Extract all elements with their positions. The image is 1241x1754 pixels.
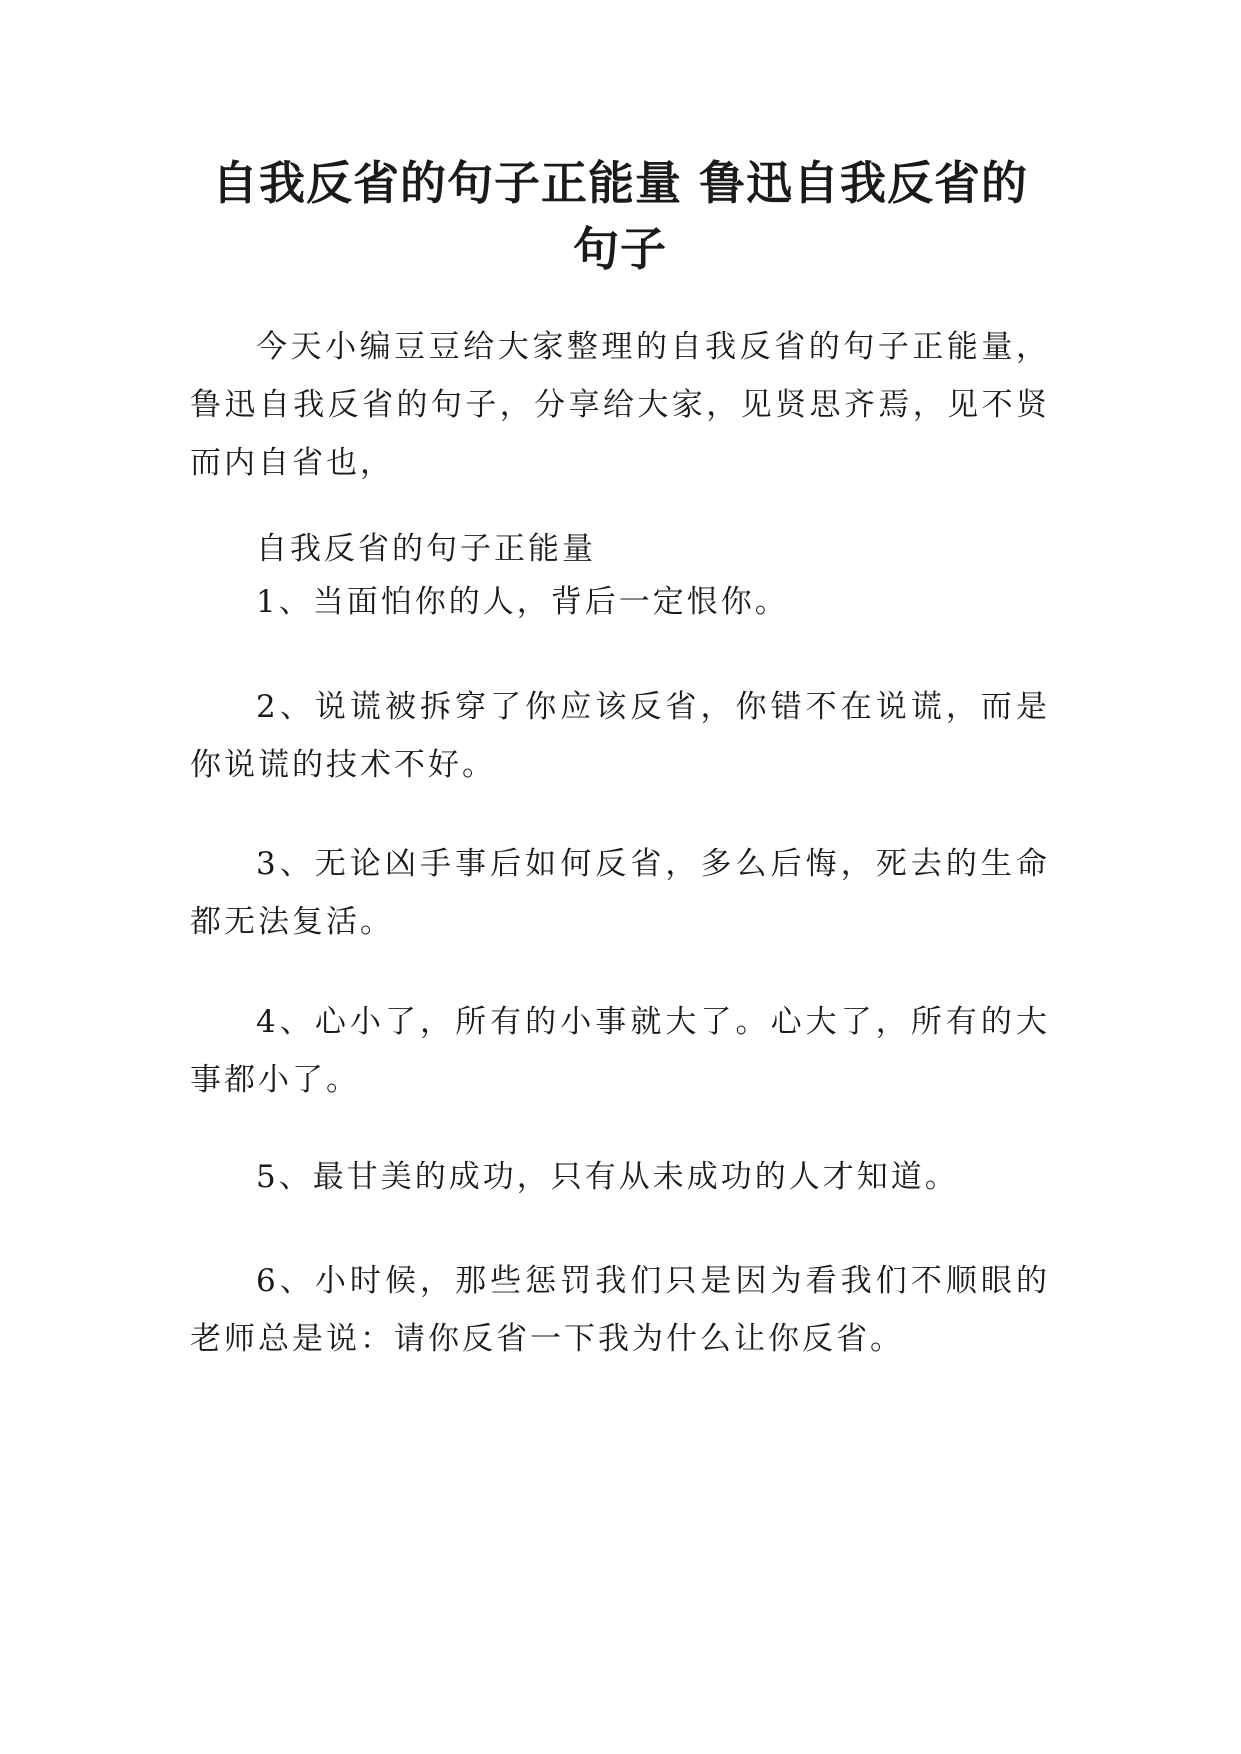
list-item: 1、当面怕你的人，背后一定恨你。 [256, 584, 789, 620]
list-item: 4、心小了，所有的小事就大了。心大了，所有的大事都小了。 [190, 1004, 1050, 1098]
list-item: 6、小时候，那些惩罚我们只是因为看我们不顺眼的老师总是说：请你反省一下我为什么让你反省。 [190, 1263, 1050, 1357]
document-title: 自我反省的句子正能量 鲁迅自我反省的句子 [211, 156, 1028, 276]
list-item: 2、说谎被拆穿了你应该反省，你错不在说谎，而是你说谎的技术不好。 [190, 689, 1050, 783]
section-heading: 自我反省的句子正能量 [256, 531, 596, 567]
list-item: 5、最甘美的成功，只有从未成功的人才知道。 [256, 1159, 959, 1195]
intro-paragraph: 今天小编豆豆给大家整理的自我反省的句子正能量，鲁迅自我反省的句子，分享给大家，见贤思齐焉，见不贤而内自省也， [190, 329, 1050, 481]
list-item: 3、无论凶手事后如何反省，多么后悔，死去的生命都无法复活。 [190, 846, 1050, 940]
